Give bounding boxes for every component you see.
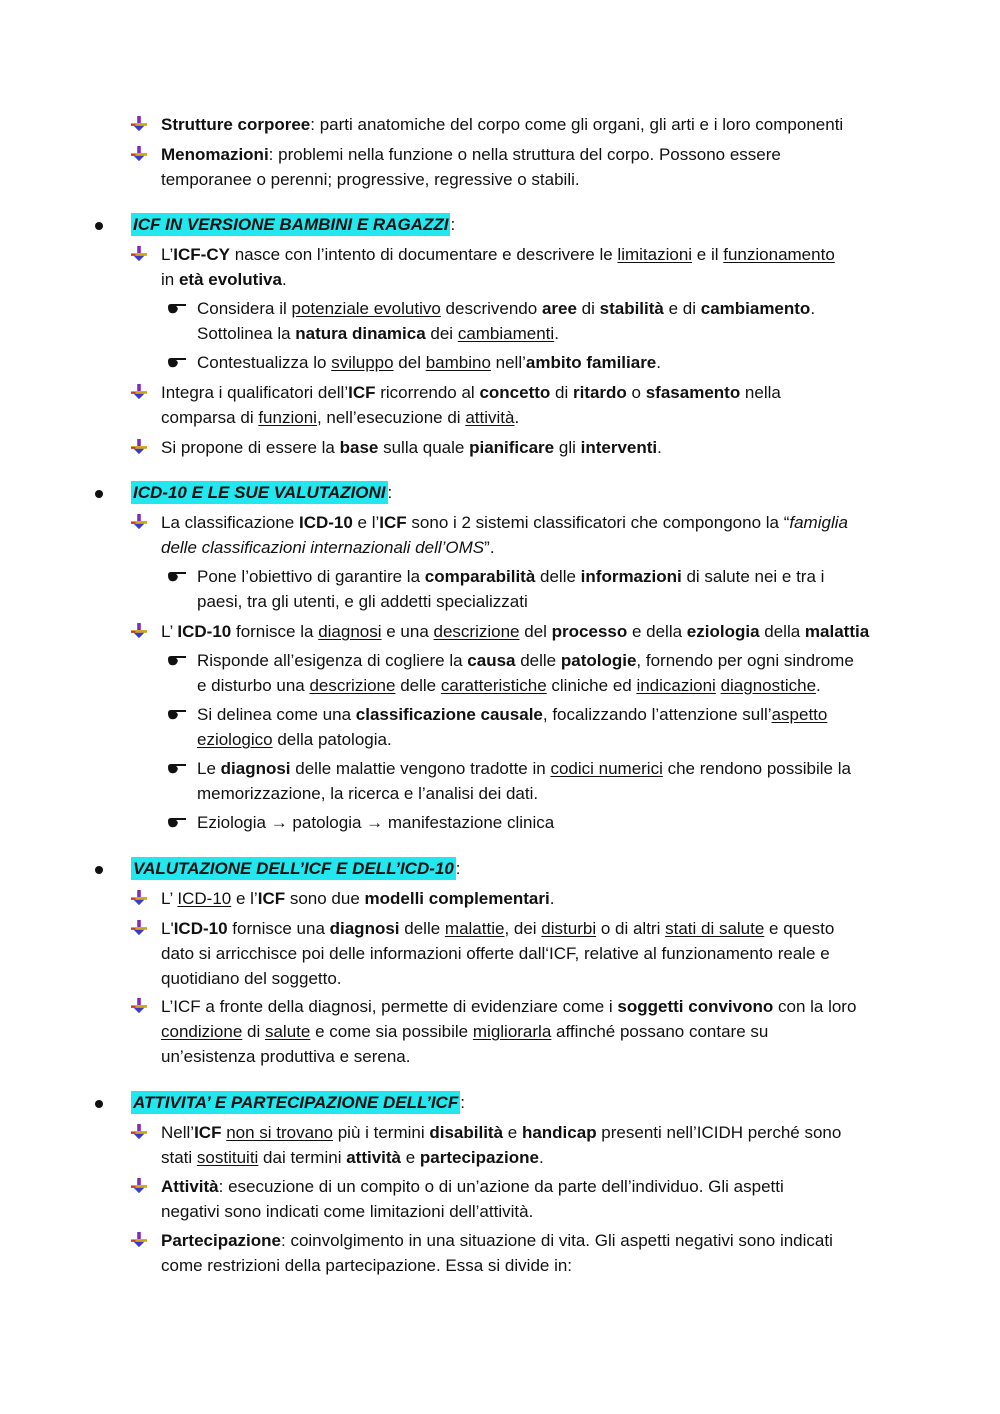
text-run: età evolutiva (178, 270, 282, 289)
arrow-plus-icon (131, 1178, 147, 1194)
text-run: bambino (425, 353, 491, 372)
arrow-plus-icon (131, 998, 147, 1014)
text-run: di (576, 299, 600, 318)
heading-text: ICF IN VERSIONE BAMBINI E RAGAZZI (133, 215, 449, 234)
text-line (161, 1022, 768, 1042)
text-line (161, 438, 662, 458)
arrow-plus-icon (131, 890, 147, 906)
text-run: delle (399, 919, 445, 938)
text-run: , fornendo per ogni sindrome (636, 651, 854, 670)
text-line (197, 813, 554, 833)
text-run: di salute nei e tra i (681, 567, 825, 586)
text-line (197, 353, 661, 373)
text-run: disabilità (429, 1123, 504, 1142)
text-line (161, 1256, 572, 1276)
text-run: ICF-CY (173, 245, 230, 264)
text-line (161, 1177, 784, 1197)
text-line (161, 944, 830, 964)
disc-bullet (95, 866, 103, 874)
disc-bullet (95, 1100, 103, 1108)
text-run: Nell’ (161, 1123, 195, 1142)
text-run: aspetto (771, 705, 828, 724)
text-line (197, 567, 824, 587)
text-run: : problemi nella funzione o nella struttura del corpo. Possono essere (268, 145, 781, 164)
text-run: malattia (804, 622, 870, 641)
text-run: Partecipazione (161, 1231, 281, 1250)
text-line (161, 1202, 533, 1222)
text-run: Le (197, 759, 221, 778)
text-line (161, 408, 519, 428)
text-run: salute (264, 1022, 311, 1041)
text-run: delle malattie vengono tradotte in (290, 759, 551, 778)
text-run: paesi, tra gli utenti, e gli addetti specializzati (197, 592, 528, 611)
text-run: . (656, 353, 661, 372)
text-run: stati (161, 1148, 197, 1167)
text-line (161, 170, 580, 190)
arrow-plus-icon (131, 514, 147, 530)
text-run: soggetti convivono (617, 997, 774, 1016)
text-run: L’ (161, 622, 178, 641)
text-run: e disturbo una (197, 676, 310, 695)
text-run: delle (535, 567, 581, 586)
text-run: descrivendo (440, 299, 542, 318)
text-run: ”. (484, 538, 495, 557)
text-run: dato si arricchisce poi delle informazioni offerte dall‘ICF, relative al funzionamento reale e (161, 944, 830, 963)
text-run: Eziologia → patologia → manifestazione clinica (197, 813, 555, 832)
text-line (161, 383, 781, 403)
text-run: e l’ (231, 889, 258, 908)
text-run: potenziale evolutivo (291, 299, 441, 318)
pointing-hand-icon (167, 817, 187, 829)
pointing-hand-icon (167, 571, 187, 583)
text-run: limitazioni (617, 245, 693, 264)
text-run: . (554, 324, 559, 343)
text-run: non si trovano (226, 1123, 333, 1142)
section-heading (131, 483, 392, 503)
text-line (161, 969, 342, 989)
text-run: fornisce una (227, 919, 330, 938)
text-run: e come sia possibile (310, 1022, 473, 1041)
text-line (161, 145, 781, 165)
arrow-plus-icon (131, 1232, 147, 1248)
text-run: diagnosi (318, 622, 382, 641)
text-run: nasce con l’intento di documentare e descrivere le (229, 245, 618, 264)
text-run: patologie (560, 651, 637, 670)
text-run: dai termini (258, 1148, 347, 1167)
section-heading (131, 215, 455, 235)
text-run: L’ (161, 245, 174, 264)
text-run: negativi sono indicati come limitazioni dell’attività. (161, 1202, 534, 1221)
text-run: e della (627, 622, 687, 641)
text-line (161, 538, 495, 558)
text-run: un’esistenza produttiva e serena. (161, 1047, 411, 1066)
text-run: Integra i qualificatori dell’ (161, 383, 349, 402)
text-run: . (549, 889, 555, 908)
section-heading (131, 859, 461, 879)
text-run: gli (554, 438, 581, 457)
text-line (161, 889, 554, 909)
text-run: . (538, 1148, 544, 1167)
text-run: ricorrendo al (375, 383, 480, 402)
text-run: sostituiti (196, 1148, 259, 1167)
text-run: Si delinea come una (197, 705, 356, 724)
text-run: ICD-10 (173, 919, 228, 938)
text-run: Pone l’obiettivo di garantire la (197, 567, 425, 586)
arrow-plus-icon (131, 920, 147, 936)
text-run: stabilità (599, 299, 664, 318)
text-run: interventi (580, 438, 658, 457)
text-run: pianificare (469, 438, 555, 457)
text-run: Si propone di essere la (161, 438, 340, 457)
pointing-hand-icon (167, 655, 187, 667)
text-run: sono due (285, 889, 365, 908)
text-line (197, 592, 528, 612)
text-line (161, 513, 848, 533)
text-run: : (387, 483, 393, 502)
text-run: cambiamenti (457, 324, 555, 343)
text-run: stati di salute (665, 919, 765, 938)
text-run: ICD-10 (177, 889, 232, 908)
text-run: temporanee o perenni; progressive, regressive o stabili. (161, 170, 580, 189)
text-run: , nell’esecuzione di (316, 408, 466, 427)
text-run: nell’ (490, 353, 526, 372)
text-run: natura dinamica (295, 324, 426, 343)
text-run: più i termini (332, 1123, 430, 1142)
text-run: La classificazione (161, 513, 299, 532)
text-run: della patologia. (272, 730, 392, 749)
text-run: concetto (479, 383, 551, 402)
text-run: sviluppo (331, 353, 394, 372)
text-run: Attività (161, 1177, 219, 1196)
text-run: cambiamento (700, 299, 811, 318)
text-run: . (514, 408, 520, 427)
text-run: codici numerici (550, 759, 663, 778)
text-run: disturbi (541, 919, 597, 938)
text-run: ambito familiare (525, 353, 657, 372)
text-run: delle (515, 651, 561, 670)
text-run: modelli complementari (364, 889, 550, 908)
heading-text: ATTIVITA’ E PARTECIPAZIONE DELL’ICF (133, 1093, 459, 1112)
text-run: . (657, 438, 662, 457)
text-line (197, 324, 559, 344)
text-run: : (455, 859, 461, 878)
disc-bullet (95, 490, 103, 498)
text-run: ICF (257, 889, 286, 908)
text-run: attività (346, 1148, 401, 1167)
heading-text: VALUTAZIONE DELL’ICF E DELL’ICD-10 (133, 859, 454, 878)
text-run: dei (425, 324, 458, 343)
text-run: ICF (379, 513, 407, 532)
text-run: sulla quale (378, 438, 470, 457)
text-run: causa (467, 651, 516, 670)
text-line (161, 919, 834, 939)
pointing-hand-icon (167, 763, 187, 775)
text-run: ICD-10 (177, 622, 232, 641)
text-run: in (161, 270, 179, 289)
text-run: : (460, 1093, 465, 1112)
heading-text: ICD-10 E LE SUE VALUTAZIONI (133, 483, 386, 502)
text-line (197, 759, 851, 779)
text-run: famiglia (789, 513, 848, 532)
text-run: con la loro (773, 997, 857, 1016)
text-line (197, 705, 827, 725)
text-line (161, 115, 843, 135)
text-run: del (393, 353, 426, 372)
text-run: affinché possano contare su (551, 1022, 769, 1041)
arrow-plus-icon (131, 384, 147, 400)
text-run: ICF (348, 383, 376, 402)
text-line (197, 730, 392, 750)
text-line (161, 997, 856, 1017)
text-run: quotidiano del soggetto. (161, 969, 342, 988)
text-run: della (759, 622, 805, 641)
text-run: di (242, 1022, 265, 1041)
text-line (197, 784, 538, 804)
disc-bullet (95, 222, 103, 230)
text-run: . (816, 676, 821, 695)
text-run: : parti anatomiche del corpo come gli organi, gli arti e i loro componenti (310, 115, 844, 134)
text-line (161, 245, 835, 265)
text-run: del (519, 622, 552, 641)
text-run: memorizzazione, la ricerca e l’analisi dei dati. (197, 784, 539, 803)
arrow-plus-icon (131, 439, 147, 455)
pointing-hand-icon (167, 357, 187, 369)
text-run: descrizione (433, 622, 520, 641)
text-run: come restrizioni della partecipazione. Essa si divide in: (161, 1256, 573, 1275)
text-run: delle (395, 676, 441, 695)
text-run: comparsa di (161, 408, 259, 427)
text-run: o (626, 383, 646, 402)
arrow-plus-icon (131, 116, 147, 132)
text-run: Considera il (197, 299, 292, 318)
text-run: aree (541, 299, 577, 318)
text-line (161, 622, 869, 642)
text-run: e una (381, 622, 434, 641)
text-run: classificazione causale (355, 705, 543, 724)
text-run: delle classificazioni internazionali dell’OMS (161, 538, 485, 557)
text-run: presenti nell’ICIDH perché sono (596, 1123, 842, 1142)
text-run: e di (663, 299, 701, 318)
text-run: Menomazioni (161, 145, 269, 164)
text-line (161, 1231, 833, 1251)
text-run: sono i 2 sistemi classificatori che compongono la “ (406, 513, 790, 532)
text-run: eziologia (686, 622, 760, 641)
text-run: Contestualizza lo (197, 353, 332, 372)
text-run: : (450, 215, 456, 234)
arrow-plus-icon (131, 246, 147, 262)
text-run: , focalizzando l’attenzione sull’ (542, 705, 772, 724)
text-line (161, 1047, 411, 1067)
text-line (161, 270, 287, 290)
text-run: e l’ (352, 513, 380, 532)
text-run: : coinvolgimento in una situazione di vita. Gli aspetti negativi sono indicati (281, 1231, 833, 1250)
text-line (197, 676, 821, 696)
text-run: e (503, 1123, 522, 1142)
text-run: nella (740, 383, 781, 402)
arrow-plus-icon (131, 1124, 147, 1140)
text-run: base (339, 438, 379, 457)
text-run: malattie (444, 919, 505, 938)
text-run: indicazioni (636, 676, 716, 695)
text-run: diagnosi (329, 919, 400, 938)
text-run: partecipazione (419, 1148, 539, 1167)
text-run: Risponde all’esigenza di cogliere la (197, 651, 468, 670)
text-run: migliorarla (472, 1022, 552, 1041)
text-run: condizione (161, 1022, 243, 1041)
text-run: sfasamento (645, 383, 741, 402)
text-run: handicap (521, 1123, 597, 1142)
text-run: ICF (194, 1123, 222, 1142)
text-run: ritardo (572, 383, 627, 402)
text-run: di (550, 383, 573, 402)
text-run: o di altri (596, 919, 666, 938)
text-run: descrizione (309, 676, 396, 695)
text-run: L' (161, 919, 174, 938)
text-run: diagnostiche (720, 676, 817, 695)
text-line (197, 299, 815, 319)
text-run: e il (692, 245, 724, 264)
text-run: e questo (764, 919, 835, 938)
text-run: . (281, 270, 287, 289)
pointing-hand-icon (167, 709, 187, 721)
text-run: . (810, 299, 816, 318)
text-run: funzioni (258, 408, 317, 427)
text-run: processo (551, 622, 628, 641)
text-run: caratteristiche (440, 676, 547, 695)
arrow-plus-icon (131, 146, 147, 162)
text-line (161, 1123, 841, 1143)
text-run: L’ICF a fronte della diagnosi, permette di evidenziare come i (161, 997, 618, 1016)
text-run: funzionamento (723, 245, 835, 264)
text-run: diagnosi (220, 759, 291, 778)
text-line (197, 651, 854, 671)
text-run: fornisce la (231, 622, 319, 641)
text-run: : esecuzione di un compito o di un’azione da parte dell’individuo. Gli aspetti (218, 1177, 784, 1196)
text-run: Strutture corporee (161, 115, 311, 134)
text-run: , dei (504, 919, 542, 938)
text-run: ICD-10 (298, 513, 353, 532)
arrow-plus-icon (131, 623, 147, 639)
text-run: comparabilità (424, 567, 536, 586)
text-run: eziologico (197, 730, 273, 749)
text-run: e (401, 1148, 420, 1167)
text-run: Sottolinea la (197, 324, 296, 343)
section-heading (131, 1093, 465, 1113)
text-run: cliniche ed (546, 676, 637, 695)
pointing-hand-icon (167, 303, 187, 315)
text-run: L’ (161, 889, 178, 908)
text-run: che rendono possibile la (662, 759, 851, 778)
text-run: informazioni (580, 567, 682, 586)
text-run: attività (465, 408, 515, 427)
text-line (161, 1148, 544, 1168)
